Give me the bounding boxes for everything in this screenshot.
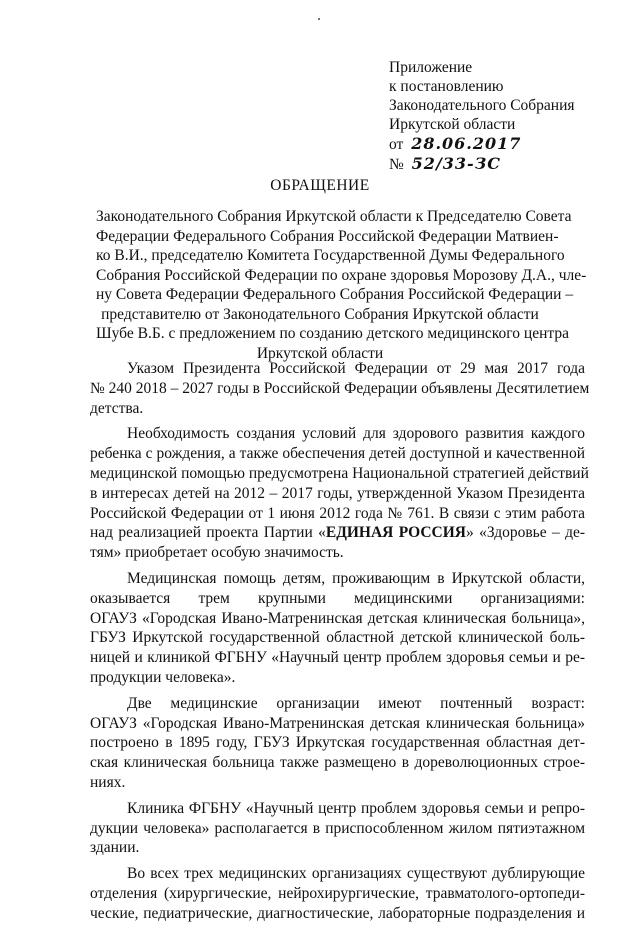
body-line: построено в 1895 году, ГБУЗ Иркутская государственная областная дет- [90,734,585,752]
appendix-line: Приложение [389,59,473,76]
appendix-date-line [389,134,575,154]
number-prefix: № [389,156,404,173]
scan-dot [318,18,320,20]
body-line: ГБУЗ Иркутской государственной областной детской клинической боль- [90,629,585,647]
body-line: ребенка с рождения, а также обеспечения детей доступной и качественной [90,445,585,463]
body-line: № 240 2018 – 2027 годы в Российской Федерации объявлены Десятилетием [90,379,590,397]
body-line: тям» приобретает особую значимость. [90,544,344,562]
body-line: Медицинская помощь детям, проживающим в Иркутской области, [127,569,585,587]
body-line: Указом Президента Российской Федерации от 29 мая 2017 года [127,360,585,377]
body-line: оказывается трем крупными медицинскими организациями: [90,589,585,607]
subtitle-line: Шубе В.Б. с предложением по созданию детского медицинского центра [96,325,569,342]
body-line: здании. [90,839,140,857]
subtitle-line: Иркутской области [256,344,384,362]
subtitle-line: Федерации Федерального Собрания Российской Федерации Матвиен- [96,227,559,245]
body-line: Во всех трех медицинских организациях существуют дублирующие [127,865,585,883]
body-line: Необходимость создания условий для здорового развития каждого [127,425,585,443]
subtitle-line: Законодательного Собрания Иркутской области к Председателю Совета [96,208,572,225]
body-line: Клиника ФГБНУ «Научный центр проблем здоровья семьи и репро- [127,799,585,817]
body-line: ниях. [90,773,126,791]
handwritten-number: 52/33-ЗС [411,154,501,173]
paragraph [90,359,590,418]
body-line: дукции человека» располагается в приспособленном жилом пятиэтажном [90,819,585,837]
subtitle-line: Собрания Российской Федерации по охране здоровья Морозову Д.А., чле- [96,266,587,284]
line-text: » «Здоровье – де- [465,524,585,542]
body-line: Российской Федерации от 1 июня 2012 года № 761. В связи с этим работа [90,504,585,522]
subtitle-line: ко В.И., председателю Комитета Государственной Думы Федерального [96,247,565,264]
body-line: ницей и клиникой ФГБНУ «Научный центр проблем здоровья семьи и ре- [90,649,585,667]
document-subtitle [96,207,587,363]
document-body [90,359,590,930]
date-prefix: от [389,136,404,153]
body-line: отделения (хирургические, нейрохирургические, травматолого-ортопеди- [90,884,585,902]
paragraph [90,864,585,923]
body-line: ОГАУЗ «Городская Ивано-Матренинская детская клиническая больница», [90,609,585,627]
body-line: ОГАУЗ «Городская Ивано-Матренинская детская клиническая больница» [90,714,585,732]
body-line: ческие, педиатрические, диагностические, лабораторные подразделения и [90,904,585,922]
appendix-line: Законодательного Собрания [389,97,575,114]
appendix-block [389,58,575,174]
subtitle-line: ну Совета Федерации Федерального Собрания Российской Федерации – [96,286,574,303]
line-text: над реализацией проекта Партии « [90,524,326,542]
document-title: ОБРАЩЕНИЕ [270,177,370,194]
paragraph [90,569,585,688]
body-line: ская клиническая больница также размещено в дореволюционных строе- [90,754,585,772]
appendix-line: Иркутской области [389,116,516,133]
paragraph [90,694,585,793]
appendix-number-line [389,154,575,174]
party-name: ЕДИНАЯ РОССИЯ [325,524,466,542]
body-line [90,523,585,543]
paragraph [90,424,589,563]
body-line: Две медицинские организации имеют почтенный возраст: [127,694,585,712]
body-line: в интересах детей на 2012 – 2017 годы, утвержденной Указом Президента [90,484,585,502]
body-line: продукции человека». [90,668,236,686]
body-line: детства. [90,399,144,417]
appendix-line: к постановлению [389,78,504,95]
paragraph [90,799,585,858]
subtitle-line: представителю от Законодательного Собрания Иркутской области [101,305,539,323]
body-line: медицинской помощью предусмотрена Национальной стратегией действий [90,464,589,482]
handwritten-date: 28.06.2017 [411,134,522,153]
